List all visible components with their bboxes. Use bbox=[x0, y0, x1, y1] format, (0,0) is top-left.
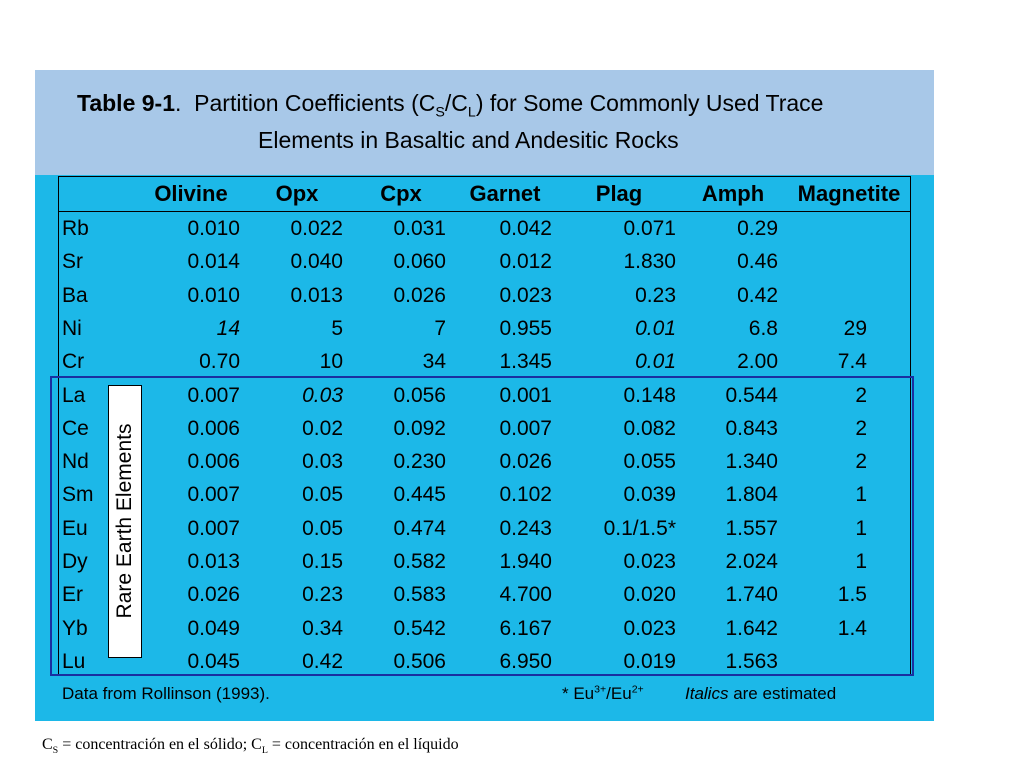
table-cell: 14 bbox=[216, 316, 240, 340]
title-text-a: Partition Coefficients (C bbox=[194, 90, 436, 116]
table-cell: 1.940 bbox=[499, 550, 552, 573]
table-cell: 0.020 bbox=[623, 583, 676, 607]
table-cell: 0.060 bbox=[393, 250, 446, 274]
table-cell: 0.013 bbox=[290, 283, 343, 307]
table-cell: 6.167 bbox=[499, 616, 552, 640]
table-number: Table 9-1 bbox=[77, 90, 175, 116]
table-cell: 1.642 bbox=[725, 616, 778, 640]
column-header: Garnet bbox=[469, 181, 541, 206]
element-label: Cr bbox=[62, 350, 85, 374]
table-cell: 0.474 bbox=[393, 516, 446, 540]
table-cell: 0.583 bbox=[393, 583, 446, 607]
table-title-line1 bbox=[77, 90, 976, 121]
element-label: Lu bbox=[62, 649, 86, 673]
table-cell: 0.056 bbox=[393, 383, 446, 407]
table-cell: 0.022 bbox=[290, 217, 343, 240]
table-cell: 0.1/1.5* bbox=[603, 516, 676, 540]
element-label: Ce bbox=[62, 416, 89, 440]
table-cell: 0.023 bbox=[499, 283, 552, 307]
table-cell: 0.040 bbox=[290, 250, 343, 274]
table-cell: 0.03 bbox=[302, 383, 343, 407]
table-cell: 0.026 bbox=[499, 450, 552, 474]
table-cell: 0.055 bbox=[623, 450, 676, 474]
table-cell: 0.007 bbox=[499, 416, 552, 440]
table-cell: 0.026 bbox=[187, 583, 240, 607]
header-divider bbox=[58, 211, 911, 212]
italics-word: Italics bbox=[685, 684, 729, 703]
table-cell: 7.4 bbox=[837, 350, 867, 374]
table-cell: 0.006 bbox=[187, 450, 240, 474]
table-cell: 1.804 bbox=[725, 483, 778, 507]
table-title-line2: Elements in Basaltic and Andesitic Rocks bbox=[258, 127, 679, 153]
table-cell: 0.01 bbox=[635, 350, 676, 374]
table-cell: 5 bbox=[331, 316, 343, 340]
eu-mid: /Eu bbox=[606, 684, 632, 703]
element-label: Nd bbox=[62, 450, 89, 474]
table-cell: 0.082 bbox=[623, 416, 676, 440]
table-cell: 0.01 bbox=[635, 316, 676, 340]
table-cell: 10 bbox=[319, 350, 343, 374]
element-label: Ba bbox=[62, 283, 88, 307]
eu-star: * Eu bbox=[562, 684, 595, 703]
table-cell: 0.506 bbox=[393, 649, 446, 673]
table-cell: 0.230 bbox=[393, 450, 446, 474]
caption bbox=[42, 736, 459, 757]
title-text-b: ) for Some Commonly Used Trace bbox=[475, 90, 824, 116]
element-label: La bbox=[62, 383, 86, 407]
table-cell: 0.006 bbox=[187, 416, 240, 440]
table-cell: 0.049 bbox=[187, 616, 240, 640]
table-cell: 0.031 bbox=[393, 217, 446, 240]
table-cell: 1.345 bbox=[499, 350, 552, 374]
table-cell: 0.02 bbox=[302, 416, 343, 440]
table-cell: 0.34 bbox=[302, 616, 343, 640]
table-cell: 0.010 bbox=[187, 217, 240, 240]
table-cell: 0.039 bbox=[623, 483, 676, 507]
table-cell: 6.8 bbox=[748, 316, 778, 340]
table-cell: 0.148 bbox=[623, 383, 676, 407]
table-cell: 0.46 bbox=[737, 250, 778, 274]
table-cell: 0.102 bbox=[499, 483, 552, 507]
table-cell: 1 bbox=[855, 516, 867, 540]
column-header: Magnetite bbox=[797, 181, 901, 206]
table-cell: 29 bbox=[843, 316, 867, 340]
table-cell: 0.843 bbox=[725, 416, 778, 440]
title-sub-s: S bbox=[435, 104, 445, 121]
table-cell: 0.05 bbox=[302, 483, 343, 507]
table-cell: 0.014 bbox=[187, 250, 240, 274]
table-cell: 0.05 bbox=[302, 516, 343, 540]
table-cell: 0.582 bbox=[393, 550, 446, 573]
table-cell: 1.340 bbox=[725, 450, 778, 474]
table-cell: 0.70 bbox=[199, 350, 240, 374]
eu-footnote bbox=[562, 684, 644, 704]
ree-label: Rare Earth Elements bbox=[113, 423, 136, 619]
title-slash: /C bbox=[444, 90, 468, 116]
element-label: Sm bbox=[62, 483, 94, 507]
table-cell: 1 bbox=[855, 483, 867, 507]
title-band bbox=[35, 70, 934, 175]
table-cell: 0.15 bbox=[302, 550, 343, 573]
table-cell: 0.42 bbox=[737, 283, 778, 307]
table-cell: 0.071 bbox=[623, 217, 676, 240]
element-label: Ni bbox=[62, 316, 82, 340]
element-label: Dy bbox=[62, 550, 88, 573]
table-cell: 1.5 bbox=[837, 583, 867, 607]
table-cell: 0.445 bbox=[393, 483, 446, 507]
ree-highlight-box bbox=[50, 376, 914, 676]
table-cell: 0.023 bbox=[623, 616, 676, 640]
table-cell: 0.007 bbox=[187, 383, 240, 407]
caption-sub-s: S bbox=[52, 745, 59, 757]
caption-t1: = concentración en el sólido; C bbox=[58, 736, 262, 753]
table-cell: 1.563 bbox=[725, 649, 778, 673]
italics-note bbox=[685, 684, 836, 704]
table-cell: 6.950 bbox=[499, 649, 552, 673]
column-header: Plag bbox=[595, 181, 643, 206]
italics-rest: are estimated bbox=[728, 684, 837, 703]
caption-c1: C bbox=[42, 736, 53, 753]
table-cell: 0.42 bbox=[302, 649, 343, 673]
table-cell: 2 bbox=[855, 383, 867, 407]
table-cell: 1.4 bbox=[837, 616, 867, 640]
column-header: Olivine bbox=[154, 181, 228, 206]
table-cell: 0.012 bbox=[499, 250, 552, 274]
table-cell: 7 bbox=[434, 316, 446, 340]
table-cell: 0.23 bbox=[635, 283, 676, 307]
column-header: Cpx bbox=[380, 181, 422, 206]
element-label: Sr bbox=[62, 250, 83, 274]
table-cell: 0.29 bbox=[737, 217, 778, 240]
column-header: Amph bbox=[701, 181, 765, 206]
column-header: Opx bbox=[275, 181, 319, 206]
table-cell: 0.001 bbox=[499, 383, 552, 407]
data-source: Data from Rollinson (1993). bbox=[62, 684, 270, 703]
eu-sup2: 2+ bbox=[631, 683, 644, 696]
table-cell: 2.024 bbox=[725, 550, 778, 573]
table-cell: 1.740 bbox=[725, 583, 778, 607]
element-label: Rb bbox=[62, 217, 89, 240]
table-cell: 2.00 bbox=[737, 350, 778, 374]
table-cell: 0.042 bbox=[499, 217, 552, 240]
table-cell: 1.557 bbox=[725, 516, 778, 540]
table-cell: 0.23 bbox=[302, 583, 343, 607]
element-label: Yb bbox=[62, 616, 88, 640]
title-sub-l: L bbox=[467, 104, 476, 121]
element-label: Er bbox=[62, 583, 83, 607]
table-cell: 0.026 bbox=[393, 283, 446, 307]
table-cell: 0.092 bbox=[393, 416, 446, 440]
table-cell: 0.045 bbox=[187, 649, 240, 673]
table-cell: 0.010 bbox=[187, 283, 240, 307]
table-cell: 0.544 bbox=[725, 383, 778, 407]
table-cell: 4.700 bbox=[499, 583, 552, 607]
table-cell: 0.955 bbox=[499, 316, 552, 340]
table-cell: 2 bbox=[855, 416, 867, 440]
table-cell: 1.830 bbox=[623, 250, 676, 274]
table-cell: 0.243 bbox=[499, 516, 552, 540]
table-cell: 0.03 bbox=[302, 450, 343, 474]
table-cell: 0.019 bbox=[623, 649, 676, 673]
table-cell: 2 bbox=[855, 450, 867, 474]
caption-sub-l: L bbox=[261, 745, 268, 757]
title-dot: . bbox=[175, 90, 182, 116]
table-cell: 0.013 bbox=[187, 550, 240, 573]
table-cell: 1 bbox=[855, 550, 867, 573]
element-label: Eu bbox=[62, 516, 88, 540]
table-cell: 0.007 bbox=[187, 516, 240, 540]
table-cell: 0.542 bbox=[393, 616, 446, 640]
table-cell: 0.007 bbox=[187, 483, 240, 507]
table-cell: 34 bbox=[422, 350, 446, 374]
caption-t2: = concentración en el líquido bbox=[267, 736, 459, 753]
eu-sup1: 3+ bbox=[594, 683, 607, 696]
table-cell: 0.023 bbox=[623, 550, 676, 573]
